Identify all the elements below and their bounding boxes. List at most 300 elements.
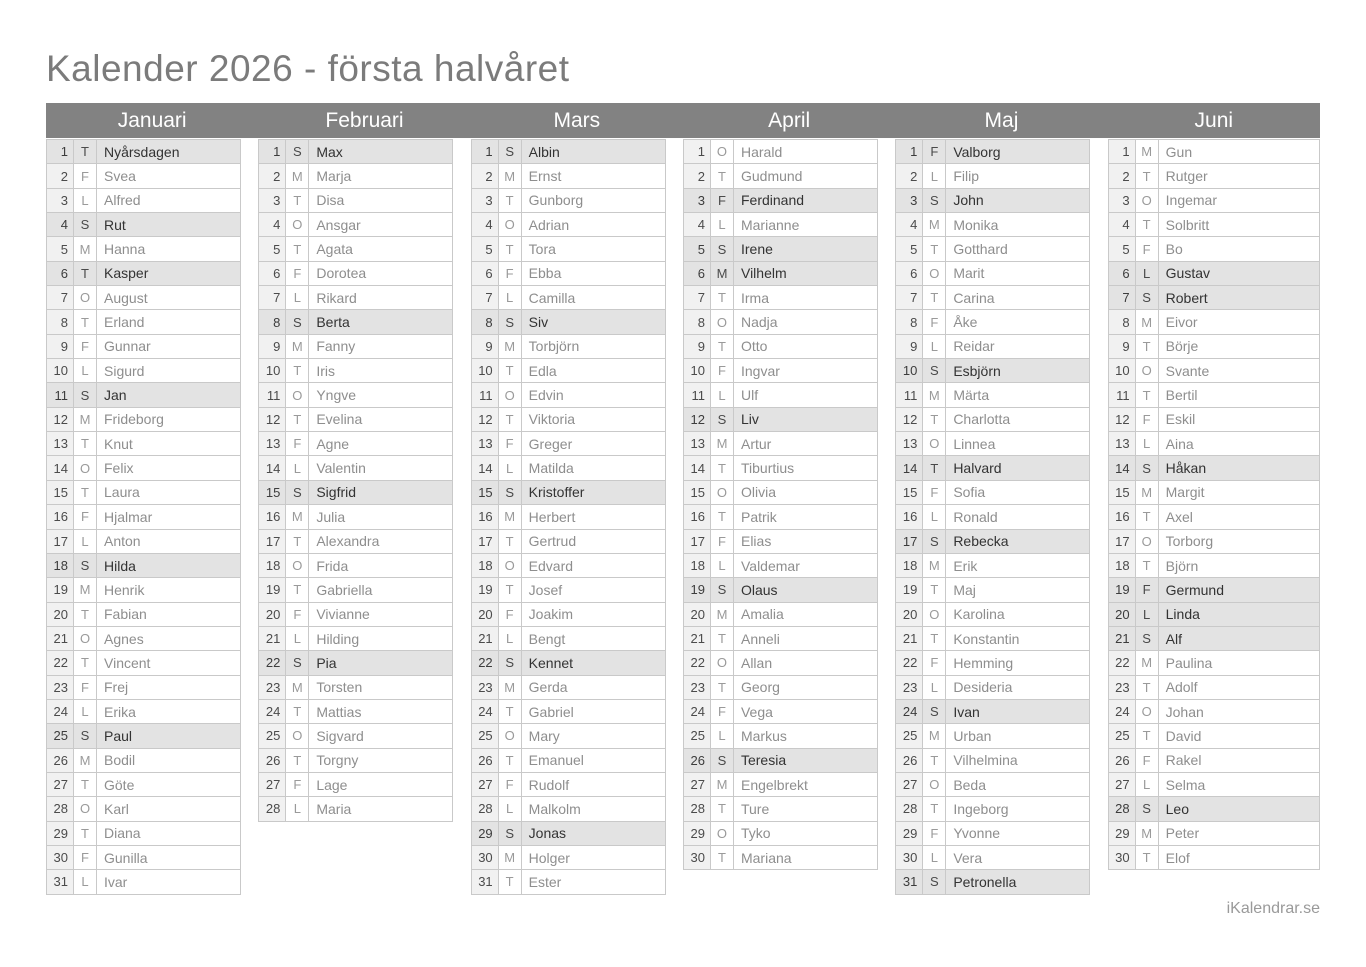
day-number: 25 xyxy=(684,724,711,747)
day-number: 16 xyxy=(259,505,286,528)
weekday-letter: S xyxy=(499,822,522,845)
name-day: Paulina xyxy=(1165,654,1213,671)
weekday-letter: M xyxy=(499,505,522,528)
day-number: 17 xyxy=(1109,530,1136,553)
weekday-letter: O xyxy=(74,456,97,479)
weekday-letter: L xyxy=(286,797,309,820)
name-day: Desideria xyxy=(953,679,1013,696)
day-number: 8 xyxy=(684,310,711,333)
weekday-letter: T xyxy=(711,335,734,358)
day-row xyxy=(471,676,666,700)
name-day: Irene xyxy=(740,241,773,258)
day-number: 28 xyxy=(684,797,711,820)
day-number: 8 xyxy=(1109,310,1136,333)
weekday-letter: L xyxy=(74,359,97,382)
day-number: 21 xyxy=(684,627,711,650)
name-day: Eivor xyxy=(1165,314,1198,331)
weekday-letter: T xyxy=(74,310,97,333)
name-day: Hemming xyxy=(953,654,1014,671)
day-row xyxy=(258,554,453,578)
day-row xyxy=(1108,213,1320,237)
day-number: 28 xyxy=(472,797,499,820)
day-row xyxy=(258,700,453,724)
day-number: 1 xyxy=(259,140,286,163)
weekday-letter: O xyxy=(1136,530,1159,553)
name-day: Karl xyxy=(104,800,129,817)
month-header-maj: Maj xyxy=(984,109,1019,132)
weekday-letter: M xyxy=(1136,481,1159,504)
day-number: 1 xyxy=(684,140,711,163)
day-number: 9 xyxy=(47,335,74,358)
day-number: 14 xyxy=(896,456,923,479)
day-row xyxy=(683,797,878,821)
name-day: Hanna xyxy=(104,241,146,258)
day-row xyxy=(1108,724,1320,748)
weekday-letter: T xyxy=(499,237,522,260)
day-row xyxy=(683,481,878,505)
name-day: Mariana xyxy=(740,849,792,866)
name-day: Ulf xyxy=(740,387,759,404)
weekday-letter: F xyxy=(1136,578,1159,601)
weekday-letter: F xyxy=(286,773,309,796)
name-day: Kasper xyxy=(104,265,149,282)
weekday-letter: M xyxy=(711,432,734,455)
weekday-letter: M xyxy=(711,262,734,285)
day-row xyxy=(46,481,241,505)
day-number: 3 xyxy=(259,189,286,212)
name-day: Valentin xyxy=(316,460,366,477)
weekday-letter: O xyxy=(711,481,734,504)
weekday-letter: T xyxy=(499,749,522,772)
day-number: 11 xyxy=(47,383,74,406)
name-day: Ingeborg xyxy=(953,800,1009,817)
day-row xyxy=(471,481,666,505)
day-number: 16 xyxy=(896,505,923,528)
weekday-letter: T xyxy=(286,530,309,553)
day-row xyxy=(471,335,666,359)
day-row xyxy=(683,724,878,748)
weekday-letter: T xyxy=(74,603,97,626)
day-number: 14 xyxy=(1109,456,1136,479)
weekday-letter: M xyxy=(923,383,946,406)
day-number: 25 xyxy=(472,724,499,747)
day-number: 7 xyxy=(472,286,499,309)
day-row xyxy=(46,164,241,188)
name-day: Esbjörn xyxy=(953,362,1001,379)
day-number: 26 xyxy=(896,749,923,772)
day-number: 22 xyxy=(47,651,74,674)
day-row xyxy=(471,164,666,188)
day-row xyxy=(46,286,241,310)
weekday-letter: O xyxy=(74,627,97,650)
day-number: 3 xyxy=(1109,189,1136,212)
day-number: 13 xyxy=(259,432,286,455)
day-number: 26 xyxy=(472,749,499,772)
day-row xyxy=(895,700,1090,724)
name-day: Gunborg xyxy=(528,192,584,209)
day-row xyxy=(895,578,1090,602)
weekday-letter: L xyxy=(1136,773,1159,796)
name-day: Alf xyxy=(1165,630,1182,647)
weekday-letter: M xyxy=(711,603,734,626)
weekday-letter: T xyxy=(499,700,522,723)
weekday-letter: T xyxy=(286,359,309,382)
weekday-letter: L xyxy=(1136,432,1159,455)
day-number: 20 xyxy=(896,603,923,626)
name-day: Rikard xyxy=(316,289,357,306)
day-number: 8 xyxy=(472,310,499,333)
weekday-letter: T xyxy=(1136,383,1159,406)
day-number: 20 xyxy=(472,603,499,626)
weekday-letter: F xyxy=(499,773,522,796)
day-number: 29 xyxy=(472,822,499,845)
weekday-letter: S xyxy=(711,578,734,601)
weekday-letter: L xyxy=(923,846,946,869)
day-row xyxy=(895,554,1090,578)
day-row xyxy=(46,432,241,456)
name-day: Leo xyxy=(1165,800,1189,817)
name-day: Marit xyxy=(953,265,985,282)
day-number: 9 xyxy=(1109,335,1136,358)
weekday-letter: M xyxy=(286,164,309,187)
name-day: Rut xyxy=(104,216,126,233)
weekday-letter: M xyxy=(286,676,309,699)
weekday-letter: L xyxy=(711,213,734,236)
day-row xyxy=(683,310,878,334)
day-row xyxy=(46,627,241,651)
day-number: 11 xyxy=(684,383,711,406)
day-number: 21 xyxy=(1109,627,1136,650)
day-row xyxy=(46,359,241,383)
name-day: Edla xyxy=(528,362,557,379)
name-day: Jonas xyxy=(528,825,567,842)
name-day: Rebecka xyxy=(953,533,1009,550)
day-row xyxy=(46,456,241,480)
day-row xyxy=(46,749,241,773)
weekday-letter: T xyxy=(499,359,522,382)
month-column-februari xyxy=(258,139,470,895)
weekday-letter: S xyxy=(1136,456,1159,479)
day-row xyxy=(895,456,1090,480)
weekday-letter: M xyxy=(1136,310,1159,333)
weekday-letter: T xyxy=(711,286,734,309)
day-number: 4 xyxy=(1109,213,1136,236)
name-day: Svea xyxy=(104,168,136,185)
month-table-mars xyxy=(471,139,666,895)
day-row xyxy=(258,359,453,383)
day-row xyxy=(1108,505,1320,529)
day-row xyxy=(258,432,453,456)
weekday-letter: T xyxy=(1136,676,1159,699)
day-number: 1 xyxy=(47,140,74,163)
weekday-letter: F xyxy=(74,676,97,699)
weekday-letter: T xyxy=(1136,164,1159,187)
day-row xyxy=(258,383,453,407)
weekday-letter: M xyxy=(286,335,309,358)
weekday-letter: F xyxy=(1136,237,1159,260)
day-row xyxy=(46,773,241,797)
day-number: 18 xyxy=(1109,554,1136,577)
day-row xyxy=(683,773,878,797)
name-day: Erik xyxy=(953,557,978,574)
day-number: 26 xyxy=(1109,749,1136,772)
day-number: 27 xyxy=(472,773,499,796)
day-row xyxy=(1108,189,1320,213)
name-day: Gunilla xyxy=(104,849,148,866)
day-number: 20 xyxy=(259,603,286,626)
weekday-letter: M xyxy=(74,237,97,260)
name-day: Adolf xyxy=(1165,679,1198,696)
weekday-letter: T xyxy=(286,578,309,601)
month-column-april xyxy=(683,139,895,895)
name-day: Mattias xyxy=(316,703,362,720)
name-day: Ingemar xyxy=(1165,192,1217,209)
weekday-letter: T xyxy=(711,456,734,479)
weekday-letter: L xyxy=(74,700,97,723)
day-row xyxy=(895,262,1090,286)
name-day: Peter xyxy=(1165,825,1200,842)
weekday-letter: O xyxy=(711,822,734,845)
day-number: 28 xyxy=(47,797,74,820)
name-day: Ansgar xyxy=(316,216,361,233)
name-day: Gudmund xyxy=(740,168,803,185)
weekday-letter: F xyxy=(286,262,309,285)
day-row xyxy=(258,676,453,700)
day-number: 17 xyxy=(896,530,923,553)
day-number: 25 xyxy=(896,724,923,747)
day-row xyxy=(895,676,1090,700)
day-row xyxy=(1108,822,1320,846)
weekday-letter: T xyxy=(286,189,309,212)
day-number: 6 xyxy=(1109,262,1136,285)
weekday-letter: S xyxy=(286,140,309,163)
name-day: Sofia xyxy=(953,484,986,501)
day-row xyxy=(258,578,453,602)
day-number: 5 xyxy=(259,237,286,260)
day-number: 17 xyxy=(684,530,711,553)
day-number: 2 xyxy=(472,164,499,187)
day-row xyxy=(1108,578,1320,602)
weekday-letter: O xyxy=(286,724,309,747)
name-day: Jan xyxy=(104,387,127,404)
weekday-letter: T xyxy=(711,505,734,528)
day-row xyxy=(1108,749,1320,773)
day-number: 24 xyxy=(684,700,711,723)
name-day: Gustav xyxy=(1165,265,1210,282)
day-number: 23 xyxy=(472,676,499,699)
name-day: Karolina xyxy=(953,606,1005,623)
day-number: 16 xyxy=(1109,505,1136,528)
weekday-letter: S xyxy=(74,213,97,236)
day-number: 24 xyxy=(47,700,74,723)
name-day: Agne xyxy=(316,435,350,452)
day-row xyxy=(895,213,1090,237)
weekday-letter: M xyxy=(74,578,97,601)
weekday-letter: F xyxy=(499,603,522,626)
day-number: 13 xyxy=(47,432,74,455)
day-row xyxy=(471,578,666,602)
day-number: 2 xyxy=(259,164,286,187)
day-number: 30 xyxy=(1109,846,1136,869)
day-number: 5 xyxy=(896,237,923,260)
day-number: 5 xyxy=(1109,237,1136,260)
weekday-letter: O xyxy=(74,797,97,820)
day-number: 30 xyxy=(896,846,923,869)
day-row xyxy=(258,651,453,675)
weekday-letter: T xyxy=(286,700,309,723)
name-day: Evelina xyxy=(316,411,363,428)
day-row xyxy=(1108,237,1320,261)
name-day: Henrik xyxy=(104,581,145,598)
weekday-letter: S xyxy=(499,481,522,504)
weekday-letter: L xyxy=(74,870,97,893)
day-row xyxy=(471,749,666,773)
weekday-letter: S xyxy=(923,700,946,723)
day-number: 13 xyxy=(684,432,711,455)
name-day: Vilhelm xyxy=(740,265,787,282)
weekday-letter: L xyxy=(286,627,309,650)
weekday-letter: T xyxy=(923,237,946,260)
weekday-letter: L xyxy=(1136,603,1159,626)
name-day: Vivianne xyxy=(316,606,370,623)
day-number: 10 xyxy=(47,359,74,382)
name-day: Berta xyxy=(316,314,350,331)
weekday-letter: S xyxy=(711,237,734,260)
day-row xyxy=(683,554,878,578)
weekday-letter: M xyxy=(923,213,946,236)
day-number: 20 xyxy=(47,603,74,626)
name-day: Johan xyxy=(1165,703,1204,720)
day-number: 27 xyxy=(684,773,711,796)
day-number: 30 xyxy=(47,846,74,869)
name-day: Nadja xyxy=(740,314,778,331)
day-row xyxy=(46,676,241,700)
weekday-letter: S xyxy=(923,189,946,212)
day-number: 27 xyxy=(259,773,286,796)
day-number: 23 xyxy=(47,676,74,699)
weekday-letter: S xyxy=(499,140,522,163)
day-row xyxy=(258,603,453,627)
day-row xyxy=(683,627,878,651)
weekday-letter: F xyxy=(74,505,97,528)
name-day: Teresia xyxy=(740,752,787,769)
day-number: 21 xyxy=(259,627,286,650)
day-row xyxy=(895,627,1090,651)
name-day: Marja xyxy=(316,168,352,185)
name-day: Konstantin xyxy=(953,630,1020,647)
day-row xyxy=(46,530,241,554)
day-number: 20 xyxy=(1109,603,1136,626)
day-number: 4 xyxy=(472,213,499,236)
weekday-letter: T xyxy=(1136,335,1159,358)
weekday-letter: T xyxy=(923,578,946,601)
weekday-letter: T xyxy=(286,749,309,772)
name-day: David xyxy=(1165,727,1202,744)
weekday-letter: L xyxy=(499,797,522,820)
day-row xyxy=(258,286,453,310)
weekday-letter: O xyxy=(74,286,97,309)
day-row xyxy=(895,359,1090,383)
day-row xyxy=(471,383,666,407)
day-number: 2 xyxy=(896,164,923,187)
name-day: Anneli xyxy=(740,630,780,647)
weekday-letter: M xyxy=(923,724,946,747)
day-number: 18 xyxy=(47,554,74,577)
day-row xyxy=(683,651,878,675)
day-row xyxy=(258,773,453,797)
weekday-letter: L xyxy=(286,456,309,479)
day-number: 23 xyxy=(259,676,286,699)
day-number: 11 xyxy=(1109,383,1136,406)
day-row xyxy=(46,262,241,286)
day-number: 6 xyxy=(259,262,286,285)
name-day: Gertrud xyxy=(528,533,577,550)
day-number: 25 xyxy=(259,724,286,747)
weekday-letter: L xyxy=(1136,262,1159,285)
weekday-letter: L xyxy=(286,286,309,309)
day-row xyxy=(471,140,666,164)
day-number: 17 xyxy=(259,530,286,553)
weekday-letter: M xyxy=(711,773,734,796)
weekday-letter: F xyxy=(923,651,946,674)
day-row xyxy=(683,383,878,407)
name-day: Knut xyxy=(104,435,133,452)
day-row xyxy=(1108,310,1320,334)
day-row xyxy=(895,749,1090,773)
day-row xyxy=(258,310,453,334)
day-row xyxy=(895,822,1090,846)
name-day: Maria xyxy=(316,800,352,817)
day-row xyxy=(1108,456,1320,480)
day-row xyxy=(895,237,1090,261)
weekday-letter: O xyxy=(1136,359,1159,382)
day-number: 15 xyxy=(896,481,923,504)
weekday-letter: O xyxy=(286,383,309,406)
day-row xyxy=(258,724,453,748)
weekday-letter: T xyxy=(74,262,97,285)
day-number: 7 xyxy=(1109,286,1136,309)
day-row xyxy=(258,189,453,213)
name-day: Ebba xyxy=(528,265,562,282)
day-number: 10 xyxy=(259,359,286,382)
day-number: 7 xyxy=(684,286,711,309)
name-day: Agnes xyxy=(104,630,144,647)
day-row xyxy=(258,408,453,432)
day-number: 26 xyxy=(259,749,286,772)
day-number: 31 xyxy=(896,870,923,893)
day-row xyxy=(683,749,878,773)
name-day: Alexandra xyxy=(316,533,380,550)
name-day: Gun xyxy=(1165,143,1193,160)
day-row xyxy=(1108,262,1320,286)
day-row xyxy=(258,797,453,821)
day-row xyxy=(471,310,666,334)
name-day: Alfred xyxy=(104,192,141,209)
weekday-letter: M xyxy=(499,335,522,358)
weekday-letter: F xyxy=(286,432,309,455)
day-row xyxy=(46,797,241,821)
name-day: Märta xyxy=(953,387,990,404)
name-day: Germund xyxy=(1165,581,1224,598)
name-day: Gunnar xyxy=(104,338,151,355)
day-number: 12 xyxy=(896,408,923,431)
name-day: Filip xyxy=(953,168,979,185)
day-number: 1 xyxy=(896,140,923,163)
day-number: 31 xyxy=(472,870,499,893)
weekday-letter: M xyxy=(74,408,97,431)
day-number: 13 xyxy=(472,432,499,455)
weekday-letter: L xyxy=(923,335,946,358)
